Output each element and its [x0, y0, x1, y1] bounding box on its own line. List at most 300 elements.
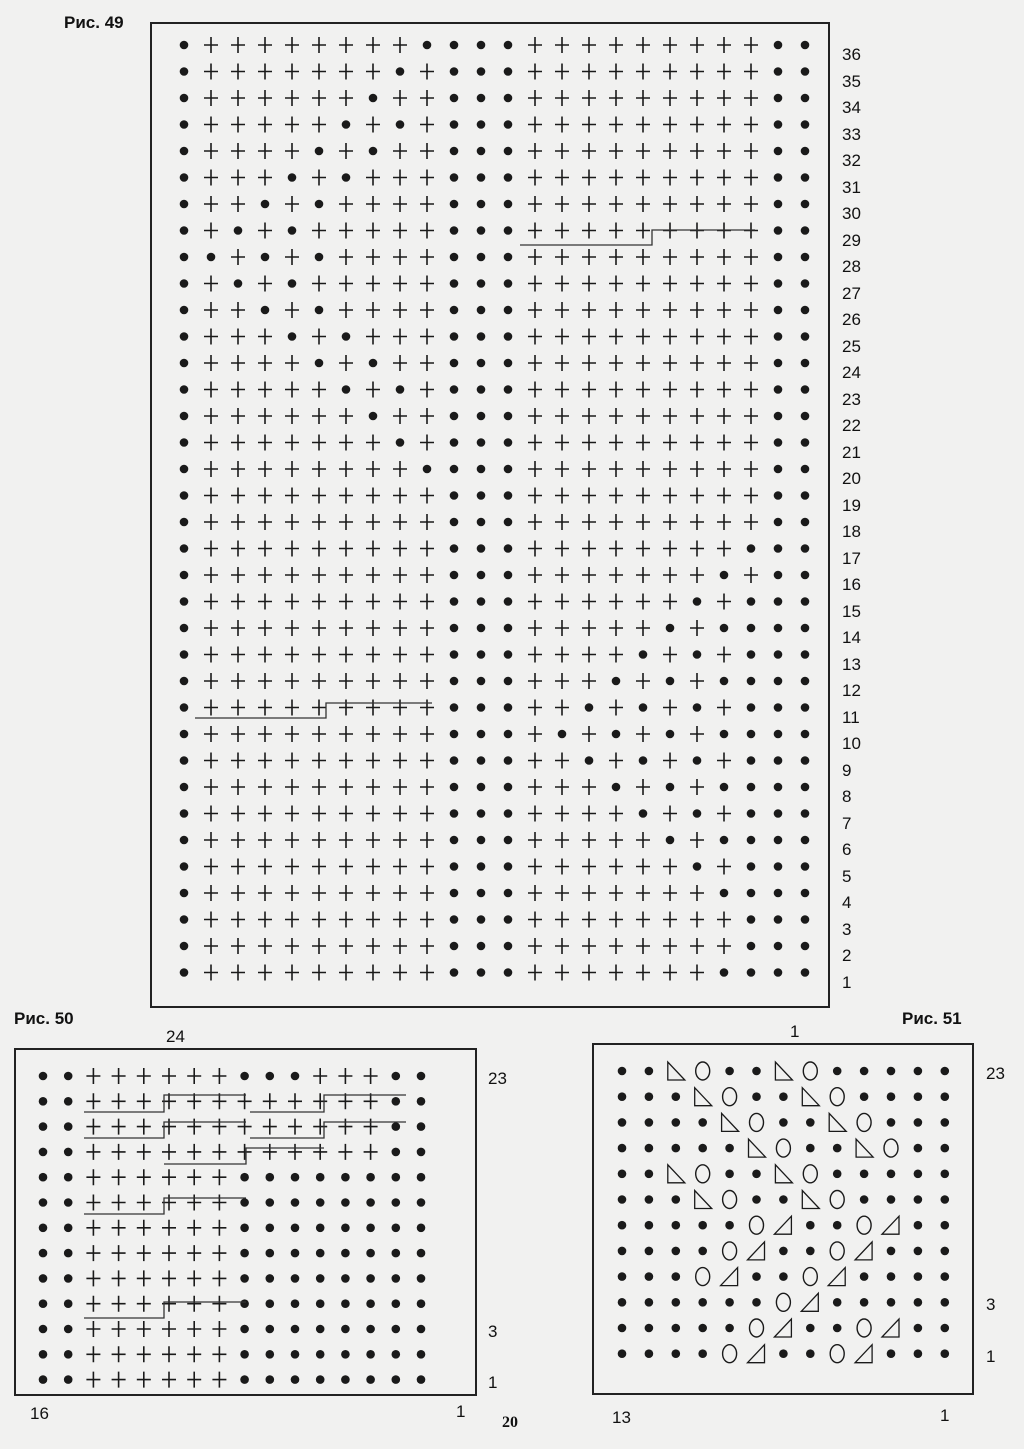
- purl-dot-icon: [366, 1198, 375, 1207]
- purl-dot-icon: [342, 120, 351, 129]
- knit-plus-icon: [231, 249, 245, 265]
- purl-dot-icon: [747, 703, 756, 712]
- purl-dot-icon: [477, 544, 486, 553]
- knit-plus-icon: [744, 461, 758, 477]
- purl-dot-icon: [887, 1092, 896, 1101]
- purl-dot-icon: [672, 1272, 681, 1281]
- purl-dot-icon: [477, 889, 486, 898]
- purl-dot-icon: [369, 359, 378, 368]
- purl-dot-icon: [39, 1072, 48, 1081]
- knit-plus-icon: [555, 223, 569, 239]
- purl-dot-icon: [207, 253, 216, 262]
- knit-plus-icon: [609, 223, 623, 239]
- purl-dot-icon: [417, 1072, 426, 1081]
- knit-plus-icon: [717, 514, 731, 530]
- purl-dot-icon: [291, 1198, 300, 1207]
- page-number: 20: [502, 1414, 518, 1431]
- purl-dot-icon: [801, 173, 810, 182]
- knit-plus-icon: [364, 1119, 378, 1135]
- yarn-over-circle-icon: [830, 1088, 844, 1106]
- knit-plus-icon: [339, 594, 353, 610]
- yarn-over-circle-icon: [803, 1268, 817, 1286]
- knit-plus-icon: [393, 567, 407, 583]
- row-number: 11: [842, 707, 860, 727]
- knit-plus-icon: [420, 806, 434, 822]
- knit-plus-icon: [636, 488, 650, 504]
- purl-dot-icon: [720, 571, 729, 580]
- knit-plus-icon: [137, 1093, 151, 1109]
- purl-dot-icon: [450, 147, 459, 156]
- purl-dot-icon: [618, 1298, 627, 1307]
- purl-dot-icon: [417, 1350, 426, 1359]
- knit-plus-icon: [555, 673, 569, 689]
- knit-plus-icon: [393, 753, 407, 769]
- purl-dot-icon: [801, 253, 810, 262]
- purl-dot-icon: [341, 1350, 350, 1359]
- purl-dot-icon: [672, 1349, 681, 1358]
- purl-dot-icon: [366, 1350, 375, 1359]
- knit-plus-icon: [204, 859, 218, 875]
- knit-plus-icon: [663, 806, 677, 822]
- row-number: 14: [842, 628, 861, 647]
- purl-dot-icon: [315, 359, 324, 368]
- purl-dot-icon: [698, 1324, 707, 1333]
- knit-plus-icon: [609, 276, 623, 292]
- knit-plus-icon: [312, 620, 326, 636]
- k2tog-right-triangle-icon: [774, 1216, 791, 1234]
- knit-plus-icon: [582, 117, 596, 133]
- knit-plus-icon: [285, 647, 299, 663]
- purl-dot-icon: [645, 1118, 654, 1127]
- purl-dot-icon: [618, 1195, 627, 1204]
- knit-plus-icon: [609, 912, 623, 928]
- row-number: 9: [842, 760, 852, 780]
- knit-plus-icon: [187, 1195, 201, 1211]
- knit-plus-icon: [528, 302, 542, 318]
- yarn-over-circle-icon: [857, 1113, 871, 1131]
- knit-plus-icon: [555, 143, 569, 159]
- purl-dot-icon: [914, 1144, 923, 1153]
- knit-plus-icon: [528, 461, 542, 477]
- knit-plus-icon: [112, 1220, 126, 1236]
- knit-plus-icon: [366, 938, 380, 954]
- purl-dot-icon: [417, 1224, 426, 1233]
- purl-dot-icon: [64, 1122, 73, 1131]
- knit-plus-icon: [420, 620, 434, 636]
- k2tog-right-triangle-icon: [748, 1345, 765, 1363]
- knit-plus-icon: [204, 329, 218, 345]
- purl-dot-icon: [39, 1375, 48, 1384]
- knit-plus-icon: [717, 806, 731, 822]
- purl-dot-icon: [801, 67, 810, 76]
- knit-plus-icon: [312, 594, 326, 610]
- knit-plus-icon: [690, 541, 704, 557]
- knit-plus-icon: [528, 806, 542, 822]
- purl-dot-icon: [887, 1349, 896, 1358]
- purl-dot-icon: [806, 1221, 815, 1230]
- purl-dot-icon: [752, 1195, 761, 1204]
- k2tog-left-triangle-icon: [749, 1139, 766, 1157]
- knit-plus-icon: [393, 700, 407, 716]
- knit-plus-icon: [690, 64, 704, 80]
- knit-plus-icon: [555, 276, 569, 292]
- row-number: 1: [488, 1372, 498, 1392]
- purl-dot-icon: [341, 1375, 350, 1384]
- knit-plus-icon: [204, 276, 218, 292]
- knit-plus-icon: [112, 1321, 126, 1337]
- knit-plus-icon: [231, 514, 245, 530]
- knit-plus-icon: [366, 912, 380, 928]
- knit-plus-icon: [582, 594, 596, 610]
- purl-dot-icon: [801, 862, 810, 871]
- purl-dot-icon: [801, 703, 810, 712]
- knit-plus-icon: [258, 408, 272, 424]
- purl-dot-icon: [774, 836, 783, 845]
- purl-dot-icon: [366, 1173, 375, 1182]
- purl-dot-icon: [417, 1122, 426, 1131]
- row-number: 23: [986, 1064, 1005, 1083]
- purl-dot-icon: [806, 1144, 815, 1153]
- knit-plus-icon: [162, 1372, 176, 1388]
- knit-plus-icon: [555, 37, 569, 53]
- purl-dot-icon: [801, 306, 810, 315]
- knit-plus-icon: [420, 170, 434, 186]
- purl-dot-icon: [477, 226, 486, 235]
- purl-dot-icon: [180, 889, 189, 898]
- knit-plus-icon: [231, 779, 245, 795]
- row-number: 10: [842, 734, 861, 753]
- knit-plus-icon: [717, 912, 731, 928]
- knit-plus-icon: [528, 488, 542, 504]
- knit-plus-icon: [204, 143, 218, 159]
- purl-dot-icon: [941, 1092, 950, 1101]
- knit-plus-icon: [285, 461, 299, 477]
- knit-plus-icon: [231, 408, 245, 424]
- knit-plus-icon: [528, 779, 542, 795]
- knit-plus-icon: [393, 170, 407, 186]
- purl-dot-icon: [417, 1325, 426, 1334]
- knit-plus-icon: [609, 329, 623, 345]
- purl-dot-icon: [747, 730, 756, 739]
- purl-dot-icon: [806, 1247, 815, 1256]
- purl-dot-icon: [180, 571, 189, 580]
- purl-dot-icon: [477, 703, 486, 712]
- knit-plus-icon: [636, 673, 650, 689]
- yarn-over-circle-icon: [803, 1062, 817, 1080]
- knit-plus-icon: [285, 594, 299, 610]
- knit-plus-icon: [366, 276, 380, 292]
- purl-dot-icon: [801, 94, 810, 103]
- knit-plus-icon: [204, 90, 218, 106]
- row-number: 8: [842, 787, 852, 806]
- knit-plus-icon: [366, 965, 380, 981]
- knit-plus-icon: [663, 408, 677, 424]
- knit-plus-icon: [204, 223, 218, 239]
- knit-plus-icon: [258, 382, 272, 398]
- purl-dot-icon: [618, 1324, 627, 1333]
- knit-plus-icon: [744, 435, 758, 451]
- purl-dot-icon: [366, 1249, 375, 1258]
- purl-dot-icon: [477, 412, 486, 421]
- knit-plus-icon: [744, 249, 758, 265]
- purl-dot-icon: [288, 226, 297, 235]
- purl-dot-icon: [774, 915, 783, 924]
- knit-plus-icon: [636, 620, 650, 636]
- knit-plus-icon: [137, 1321, 151, 1337]
- purl-dot-icon: [180, 226, 189, 235]
- knit-plus-icon: [339, 885, 353, 901]
- knit-plus-icon: [393, 302, 407, 318]
- knit-plus-icon: [187, 1321, 201, 1337]
- knit-plus-icon: [609, 594, 623, 610]
- knit-plus-icon: [663, 276, 677, 292]
- purl-dot-icon: [291, 1249, 300, 1258]
- purl-dot-icon: [887, 1067, 896, 1076]
- purl-dot-icon: [39, 1325, 48, 1334]
- knit-plus-icon: [285, 37, 299, 53]
- k2tog-right-triangle-icon: [721, 1268, 738, 1286]
- knit-plus-icon: [312, 647, 326, 663]
- purl-dot-icon: [417, 1148, 426, 1157]
- knit-plus-icon: [528, 700, 542, 716]
- purl-dot-icon: [240, 1274, 249, 1283]
- knit-plus-icon: [555, 700, 569, 716]
- knit-plus-icon: [582, 806, 596, 822]
- knit-plus-icon: [393, 726, 407, 742]
- knit-plus-icon: [312, 170, 326, 186]
- purl-dot-icon: [366, 1224, 375, 1233]
- knit-plus-icon: [717, 196, 731, 212]
- knit-plus-icon: [112, 1195, 126, 1211]
- knit-plus-icon: [663, 938, 677, 954]
- purl-dot-icon: [914, 1272, 923, 1281]
- knit-plus-icon: [312, 912, 326, 928]
- purl-dot-icon: [450, 491, 459, 500]
- purl-dot-icon: [450, 862, 459, 871]
- knit-plus-icon: [609, 700, 623, 716]
- knit-plus-icon: [636, 302, 650, 318]
- knit-plus-icon: [366, 647, 380, 663]
- purl-dot-icon: [774, 889, 783, 898]
- purl-dot-icon: [801, 571, 810, 580]
- row-number: 26: [842, 310, 861, 329]
- purl-dot-icon: [392, 1122, 401, 1131]
- purl-dot-icon: [720, 889, 729, 898]
- cable-cross-line: [250, 1122, 406, 1138]
- knit-plus-icon: [609, 90, 623, 106]
- purl-dot-icon: [914, 1221, 923, 1230]
- knit-plus-icon: [420, 435, 434, 451]
- knit-plus-icon: [285, 938, 299, 954]
- purl-dot-icon: [288, 173, 297, 182]
- yarn-over-circle-icon: [776, 1293, 790, 1311]
- knit-plus-icon: [204, 726, 218, 742]
- figure-49-grid: [180, 37, 810, 981]
- knit-plus-icon: [204, 382, 218, 398]
- knit-plus-icon: [420, 223, 434, 239]
- purl-dot-icon: [417, 1097, 426, 1106]
- purl-dot-icon: [477, 730, 486, 739]
- knit-plus-icon: [690, 196, 704, 212]
- purl-dot-icon: [645, 1324, 654, 1333]
- purl-dot-icon: [693, 862, 702, 871]
- purl-dot-icon: [860, 1067, 869, 1076]
- knit-plus-icon: [717, 37, 731, 53]
- knit-plus-icon: [366, 620, 380, 636]
- knit-plus-icon: [663, 355, 677, 371]
- knit-plus-icon: [258, 514, 272, 530]
- knit-plus-icon: [285, 196, 299, 212]
- knit-plus-icon: [528, 912, 542, 928]
- knit-plus-icon: [212, 1169, 226, 1185]
- purl-dot-icon: [315, 147, 324, 156]
- row-number: 5: [842, 866, 852, 886]
- yarn-over-circle-icon: [884, 1139, 898, 1157]
- knit-plus-icon: [744, 196, 758, 212]
- purl-dot-icon: [698, 1298, 707, 1307]
- purl-dot-icon: [39, 1249, 48, 1258]
- knit-plus-icon: [393, 355, 407, 371]
- knit-plus-icon: [690, 832, 704, 848]
- knit-plus-icon: [285, 673, 299, 689]
- knit-plus-icon: [609, 170, 623, 186]
- row-number: 29: [842, 230, 861, 250]
- purl-dot-icon: [396, 385, 405, 394]
- purl-dot-icon: [180, 730, 189, 739]
- knit-plus-icon: [690, 779, 704, 795]
- purl-dot-icon: [417, 1375, 426, 1384]
- purl-dot-icon: [64, 1350, 73, 1359]
- purl-dot-icon: [180, 385, 189, 394]
- purl-dot-icon: [860, 1170, 869, 1179]
- figure-51-bottom-left: 13: [612, 1408, 631, 1427]
- row-number: 34: [842, 98, 861, 117]
- knit-plus-icon: [258, 832, 272, 848]
- purl-dot-icon: [747, 597, 756, 606]
- purl-dot-icon: [698, 1349, 707, 1358]
- knit-plus-icon: [258, 541, 272, 557]
- knit-plus-icon: [86, 1093, 100, 1109]
- knit-plus-icon: [393, 620, 407, 636]
- knit-plus-icon: [112, 1093, 126, 1109]
- purl-dot-icon: [504, 862, 513, 871]
- purl-dot-icon: [316, 1325, 325, 1334]
- knit-plus-icon: [231, 647, 245, 663]
- knit-plus-icon: [285, 514, 299, 530]
- purl-dot-icon: [450, 624, 459, 633]
- knit-plus-icon: [636, 885, 650, 901]
- purl-dot-icon: [450, 412, 459, 421]
- knit-plus-icon: [528, 117, 542, 133]
- row-number: 16: [842, 575, 861, 594]
- knit-plus-icon: [312, 90, 326, 106]
- purl-dot-icon: [450, 544, 459, 553]
- knit-plus-icon: [582, 514, 596, 530]
- purl-dot-icon: [504, 279, 513, 288]
- purl-dot-icon: [450, 279, 459, 288]
- purl-dot-icon: [801, 518, 810, 527]
- purl-dot-icon: [693, 756, 702, 765]
- knit-plus-icon: [663, 64, 677, 80]
- knit-plus-icon: [366, 329, 380, 345]
- knit-plus-icon: [744, 37, 758, 53]
- purl-dot-icon: [180, 173, 189, 182]
- knit-plus-icon: [339, 700, 353, 716]
- knit-plus-icon: [258, 620, 272, 636]
- knit-plus-icon: [744, 355, 758, 371]
- knit-plus-icon: [366, 170, 380, 186]
- purl-dot-icon: [672, 1324, 681, 1333]
- knit-plus-icon: [663, 170, 677, 186]
- purl-dot-icon: [752, 1298, 761, 1307]
- knit-plus-icon: [582, 461, 596, 477]
- knit-plus-icon: [137, 1245, 151, 1261]
- purl-dot-icon: [477, 438, 486, 447]
- purl-dot-icon: [914, 1118, 923, 1127]
- figure-51-grid: [618, 1062, 949, 1363]
- purl-dot-icon: [450, 915, 459, 924]
- knit-plus-icon: [137, 1144, 151, 1160]
- cable-cross-line: [84, 1095, 246, 1112]
- knit-plus-icon: [528, 594, 542, 610]
- knit-plus-icon: [582, 647, 596, 663]
- purl-dot-icon: [180, 862, 189, 871]
- knit-plus-icon: [258, 700, 272, 716]
- purl-dot-icon: [180, 597, 189, 606]
- purl-dot-icon: [450, 730, 459, 739]
- purl-dot-icon: [504, 226, 513, 235]
- knit-plus-icon: [609, 938, 623, 954]
- knit-plus-icon: [717, 435, 731, 451]
- purl-dot-icon: [64, 1249, 73, 1258]
- purl-dot-icon: [477, 147, 486, 156]
- knit-plus-icon: [582, 912, 596, 928]
- k2tog-left-triangle-icon: [695, 1088, 712, 1106]
- knit-plus-icon: [231, 938, 245, 954]
- purl-dot-icon: [450, 703, 459, 712]
- row-number: 33: [842, 124, 861, 144]
- purl-dot-icon: [392, 1097, 401, 1106]
- knit-plus-icon: [636, 435, 650, 451]
- purl-dot-icon: [504, 783, 513, 792]
- knit-plus-icon: [582, 196, 596, 212]
- knit-plus-icon: [366, 461, 380, 477]
- knit-plus-icon: [162, 1220, 176, 1236]
- purl-dot-icon: [752, 1170, 761, 1179]
- knit-plus-icon: [663, 117, 677, 133]
- purl-dot-icon: [720, 783, 729, 792]
- row-number: 2: [842, 946, 852, 965]
- purl-dot-icon: [666, 730, 675, 739]
- knit-plus-icon: [204, 170, 218, 186]
- knit-plus-icon: [609, 647, 623, 663]
- knit-plus-icon: [162, 1346, 176, 1362]
- purl-dot-icon: [240, 1198, 249, 1207]
- purl-dot-icon: [180, 279, 189, 288]
- purl-dot-icon: [774, 332, 783, 341]
- knit-plus-icon: [393, 885, 407, 901]
- knit-plus-icon: [366, 594, 380, 610]
- purl-dot-icon: [833, 1144, 842, 1153]
- purl-dot-icon: [774, 677, 783, 686]
- knit-plus-icon: [313, 1144, 327, 1160]
- purl-dot-icon: [392, 1375, 401, 1384]
- knit-plus-icon: [582, 859, 596, 875]
- purl-dot-icon: [288, 332, 297, 341]
- knit-plus-icon: [609, 620, 623, 636]
- knit-plus-icon: [555, 461, 569, 477]
- purl-dot-icon: [914, 1195, 923, 1204]
